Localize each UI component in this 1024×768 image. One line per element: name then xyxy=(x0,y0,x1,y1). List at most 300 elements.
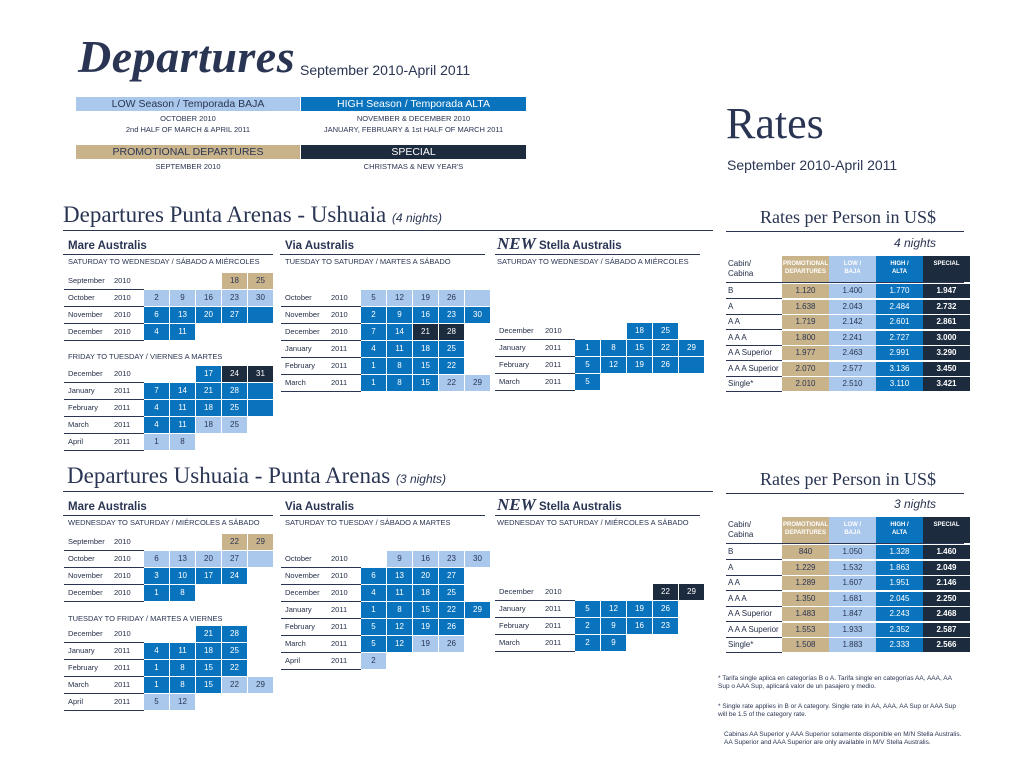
rates-value: 2.566 xyxy=(923,638,970,653)
section2-nights: (3 nights) xyxy=(395,472,446,486)
s2-stella-sub1: WEDNESDAY TO SATURDAY / MIÉRCOLES A SÁBADO xyxy=(497,518,689,527)
departure-day: 19 xyxy=(627,601,652,617)
rates-col-promo: PROMOTIONAL DEPARTURES xyxy=(782,256,829,282)
departure-day: 3 xyxy=(144,568,169,584)
calendar-year: 2010 xyxy=(545,584,575,601)
departure-day: 1 xyxy=(144,677,169,693)
departure-day xyxy=(248,585,273,601)
calendar-row xyxy=(495,618,705,635)
rates-value: 2.352 xyxy=(876,623,923,638)
rates-cabin: A xyxy=(726,561,782,576)
rates-value: 1.770 xyxy=(876,284,923,299)
departure-day: 15 xyxy=(196,660,221,676)
departure-day: 21 xyxy=(413,324,438,340)
calendar-year: 2010 xyxy=(114,307,144,324)
departure-day xyxy=(439,653,464,669)
departure-day xyxy=(248,324,273,340)
rates-value: 2.043 xyxy=(829,300,876,315)
rates-value: 2.732 xyxy=(923,300,970,315)
departure-day: 23 xyxy=(222,290,247,306)
calendar-month: January xyxy=(495,340,545,357)
s1-stella-new: NEW xyxy=(497,234,536,253)
departure-day: 1 xyxy=(575,340,600,356)
departure-day: 26 xyxy=(653,601,678,617)
departure-day: 2 xyxy=(575,618,600,634)
departure-day xyxy=(627,584,652,600)
s2-stella-new: NEW xyxy=(497,495,536,514)
calendar-row xyxy=(495,601,705,618)
departure-day: 22 xyxy=(653,340,678,356)
calendar-month: March xyxy=(64,677,114,694)
rates-value: 2.070 xyxy=(782,362,829,377)
departure-day: 22 xyxy=(653,584,678,600)
rates-cabin: A A A Superior xyxy=(726,362,782,377)
rates-title: Rates xyxy=(726,99,824,148)
calendar-year: 2010 xyxy=(331,290,361,307)
departure-day: 1 xyxy=(144,660,169,676)
legend-low-line1: OCTOBER 2010 xyxy=(160,114,216,123)
calendar-month: October xyxy=(281,551,331,568)
departure-day: 22 xyxy=(439,358,464,374)
rates-row xyxy=(726,545,970,560)
calendar-year: 2011 xyxy=(114,400,144,417)
rates-value: 2.468 xyxy=(923,607,970,622)
s2-stella-name xyxy=(497,495,622,515)
rates-value: 2.010 xyxy=(782,377,829,392)
departure-day: 26 xyxy=(439,619,464,635)
rates-value: 1.460 xyxy=(923,545,970,560)
rates-value: 3.450 xyxy=(923,362,970,377)
departure-day: 22 xyxy=(222,677,247,693)
rates-cabin: A A Superior xyxy=(726,346,782,361)
departure-day: 8 xyxy=(170,585,195,601)
calendar-row xyxy=(64,660,274,677)
departure-day: 4 xyxy=(361,585,386,601)
departure-day xyxy=(679,635,704,651)
calendar-row xyxy=(495,374,705,391)
departure-day: 12 xyxy=(387,619,412,635)
departure-day xyxy=(196,434,221,450)
calendar-year: 2011 xyxy=(114,417,144,434)
rates-value: 1.508 xyxy=(782,638,829,653)
calendar-row xyxy=(495,323,705,340)
rates-value: 2.250 xyxy=(923,592,970,607)
calendar-year: 2011 xyxy=(114,643,144,660)
departure-day: 19 xyxy=(413,636,438,652)
departure-day: 20 xyxy=(196,551,221,567)
calendar-row xyxy=(495,635,705,652)
departure-day: 1 xyxy=(361,602,386,618)
calendar-month: January xyxy=(495,601,545,618)
calendar-month: March xyxy=(281,375,331,392)
legend-promo-line1: SEPTEMBER 2010 xyxy=(155,162,221,171)
rates-value: 1.483 xyxy=(782,607,829,622)
rates-value: 1.681 xyxy=(829,592,876,607)
departure-day xyxy=(196,534,221,550)
calendar-row xyxy=(64,307,274,324)
departure-day: 11 xyxy=(170,400,195,416)
rates-value: 3.290 xyxy=(923,346,970,361)
departure-day: 13 xyxy=(170,307,195,323)
departure-day: 16 xyxy=(413,551,438,567)
departure-day: 19 xyxy=(627,357,652,373)
rates-value: 1.050 xyxy=(829,545,876,560)
departure-day: 29 xyxy=(248,534,273,550)
departure-day: 22 xyxy=(439,375,464,391)
rates-col-low: LOW / BAJA xyxy=(829,517,876,543)
rates-value: 2.049 xyxy=(923,561,970,576)
departure-day: 5 xyxy=(144,694,169,710)
calendar-month: February xyxy=(495,618,545,635)
departure-day xyxy=(653,635,678,651)
departure-day: 4 xyxy=(144,400,169,416)
departure-day xyxy=(361,551,386,567)
calendar-row xyxy=(64,400,274,417)
departure-day: 5 xyxy=(361,636,386,652)
page-title: Departures xyxy=(78,31,296,82)
departure-day: 18 xyxy=(413,585,438,601)
rates-value: 840 xyxy=(782,545,829,560)
rates-value: 1.328 xyxy=(876,545,923,560)
departure-day: 8 xyxy=(170,677,195,693)
calendar-month: December xyxy=(64,585,114,602)
departure-day: 1 xyxy=(361,358,386,374)
departure-day: 25 xyxy=(222,400,247,416)
rates-value: 1.289 xyxy=(782,576,829,591)
calendar-year: 2010 xyxy=(114,568,144,585)
section1-rule xyxy=(63,230,713,231)
calendar-year: 2011 xyxy=(331,358,361,375)
calendar-month: November xyxy=(281,307,331,324)
departure-day: 2 xyxy=(361,307,386,323)
departure-day: 25 xyxy=(439,341,464,357)
legend-low-season: LOW Season / Temporada BAJA xyxy=(76,97,300,111)
rates-cabin: Single* xyxy=(726,377,782,392)
departure-day: 7 xyxy=(144,383,169,399)
s2-mare-rule xyxy=(63,515,273,516)
departure-day xyxy=(601,584,626,600)
departure-day: 29 xyxy=(679,584,704,600)
calendar-month: September xyxy=(64,534,114,551)
rates-col-special: SPECIAL xyxy=(923,517,970,543)
rates-value: 1.532 xyxy=(829,561,876,576)
rates-value: 3.136 xyxy=(876,362,923,377)
departure-day: 12 xyxy=(170,694,195,710)
s2-mare-name: Mare Australis xyxy=(68,501,147,513)
calendar-year: 2011 xyxy=(114,694,144,711)
rates-value: 2.241 xyxy=(829,331,876,346)
departure-day xyxy=(465,619,490,635)
rates-value: 2.142 xyxy=(829,315,876,330)
departure-day: 29 xyxy=(465,375,490,391)
rates4-rule xyxy=(726,231,964,232)
rates-value: 1.638 xyxy=(782,300,829,315)
departure-day xyxy=(465,653,490,669)
departure-day xyxy=(575,584,600,600)
legend-special-line1: CHRISTMAS & NEW YEAR'S xyxy=(363,162,464,171)
rates-row xyxy=(726,284,970,299)
calendar-month: October xyxy=(64,290,114,307)
departure-day: 8 xyxy=(387,375,412,391)
rates-value: 3.000 xyxy=(923,331,970,346)
departure-day xyxy=(248,417,273,433)
calendar-month: March xyxy=(495,635,545,652)
departure-day xyxy=(465,341,490,357)
departure-day xyxy=(144,534,169,550)
rates-header-rule xyxy=(726,543,964,544)
departure-day xyxy=(144,273,169,289)
departure-day xyxy=(679,374,704,390)
calendar-row xyxy=(495,584,705,601)
departure-day: 6 xyxy=(144,551,169,567)
rates-value: 1.800 xyxy=(782,331,829,346)
calendar-year: 2011 xyxy=(331,341,361,358)
calendar-row xyxy=(281,551,491,568)
calendar-year: 2011 xyxy=(545,635,575,652)
rates-cabin: A A xyxy=(726,576,782,591)
s1-mare-sub1: SATURDAY TO WEDNESDAY / SÁBADO A MIÉRCOLES xyxy=(68,257,260,266)
departure-day: 20 xyxy=(413,568,438,584)
rates-row xyxy=(726,300,970,315)
calendar-month: January xyxy=(64,383,114,400)
calendar-month: January xyxy=(281,602,331,619)
departure-day xyxy=(653,374,678,390)
departure-day: 4 xyxy=(144,324,169,340)
calendar-row xyxy=(64,585,274,602)
departure-day: 30 xyxy=(248,290,273,306)
calendar-year: 2010 xyxy=(114,366,144,383)
rates-row xyxy=(726,346,970,361)
rates-header-rule xyxy=(726,282,964,283)
departure-day: 6 xyxy=(361,568,386,584)
calendar-year: 2010 xyxy=(114,551,144,568)
s1-mare-rule xyxy=(63,254,273,255)
calendar-row xyxy=(64,434,274,451)
calendar-month: January xyxy=(281,341,331,358)
departure-day: 16 xyxy=(627,618,652,634)
calendar-row xyxy=(64,551,274,568)
rates-value: 2.991 xyxy=(876,346,923,361)
calendar-month: October xyxy=(64,551,114,568)
calendar-year: 2011 xyxy=(331,653,361,670)
calendar-month: February xyxy=(281,358,331,375)
calendar-row xyxy=(64,417,274,434)
calendar-year: 2011 xyxy=(331,619,361,636)
calendar-month: February xyxy=(64,660,114,677)
calendar-year: 2010 xyxy=(331,324,361,341)
section1-title-text: Departures Punta Arenas - Ushuaia xyxy=(63,202,387,227)
calendar-month: December xyxy=(64,366,114,383)
rates-value: 2.861 xyxy=(923,315,970,330)
rates-col-low: LOW / BAJA xyxy=(829,256,876,282)
calendar-row xyxy=(281,358,491,375)
departure-day xyxy=(248,568,273,584)
departure-day: 22 xyxy=(439,602,464,618)
departure-day xyxy=(196,324,221,340)
departure-day: 18 xyxy=(627,323,652,339)
calendar-year: 2010 xyxy=(331,307,361,324)
departure-day: 6 xyxy=(144,307,169,323)
departure-day: 22 xyxy=(222,534,247,550)
departure-day xyxy=(248,307,273,323)
departure-day: 27 xyxy=(222,551,247,567)
note-single-es: * Tarifa single aplica en categorías B o A. Tarifa single en categorías AA, AAA, AA Sup o AAA Sup, aplicará valor de un pasajero y medio. xyxy=(718,675,952,690)
departure-day: 10 xyxy=(170,568,195,584)
rates-row xyxy=(726,592,970,607)
legend-promotional: PROMOTIONAL DEPARTURES xyxy=(76,145,300,159)
departure-day xyxy=(248,383,273,399)
rates-value: 1.120 xyxy=(782,284,829,299)
calendar-year: 2011 xyxy=(545,618,575,635)
rates-value: 1.883 xyxy=(829,638,876,653)
departure-day: 27 xyxy=(439,568,464,584)
departure-day: 5 xyxy=(575,601,600,617)
calendar-year: 2011 xyxy=(545,601,575,618)
calendar-row xyxy=(64,366,274,383)
departure-day: 7 xyxy=(361,324,386,340)
rates-col-cabin: Cabin/ Cabina xyxy=(728,259,754,278)
departure-day: 4 xyxy=(144,417,169,433)
rates-value: 2.587 xyxy=(923,623,970,638)
calendar-row xyxy=(281,324,491,341)
calendar-year: 2010 xyxy=(114,290,144,307)
rates-value: 1.229 xyxy=(782,561,829,576)
calendar-row xyxy=(64,383,274,400)
rates4-heading: Rates per Person in US$ xyxy=(760,207,936,227)
calendar-year: 2011 xyxy=(114,660,144,677)
rates-value: 1.350 xyxy=(782,592,829,607)
departure-day: 15 xyxy=(627,340,652,356)
rates-col-high: HIGH / ALTA xyxy=(876,517,923,543)
s1-mare-name: Mare Australis xyxy=(68,240,147,252)
rates-value: 2.463 xyxy=(829,346,876,361)
rates-value: 2.146 xyxy=(923,576,970,591)
rates-value: 1.977 xyxy=(782,346,829,361)
calendar-row xyxy=(281,568,491,585)
departure-day xyxy=(413,653,438,669)
calendar-year: 2011 xyxy=(331,636,361,653)
departure-day xyxy=(679,601,704,617)
rates-cabin: B xyxy=(726,284,782,299)
departure-day: 29 xyxy=(679,340,704,356)
departure-day: 26 xyxy=(653,357,678,373)
departure-day: 1 xyxy=(361,375,386,391)
s1-via-name: Via Australis xyxy=(285,240,355,252)
departure-day: 30 xyxy=(465,307,490,323)
departure-day: 23 xyxy=(439,307,464,323)
calendar-year: 2011 xyxy=(545,357,575,374)
rates-row xyxy=(726,561,970,576)
calendar-month: October xyxy=(281,290,331,307)
note-single-en: * Single rate applies in B or A category. Single rate in AA, AAA, AA Sup or AAA Sup will be 1.5 of the category rate. xyxy=(718,703,957,718)
departure-day xyxy=(170,626,195,642)
calendar-month: January xyxy=(64,643,114,660)
departure-day: 18 xyxy=(196,417,221,433)
departure-day xyxy=(627,635,652,651)
rates-cabin: A A A Superior xyxy=(726,623,782,638)
rates-col-special: SPECIAL xyxy=(923,256,970,282)
departure-day xyxy=(170,534,195,550)
departure-day xyxy=(248,643,273,659)
departure-day: 12 xyxy=(387,290,412,306)
legend-low-line2: 2nd HALF OF MARCH & APRIL 2011 xyxy=(125,125,251,134)
calendar-row xyxy=(281,602,491,619)
calendar-month: April xyxy=(281,653,331,670)
rates4-nights: 4 nights xyxy=(894,236,937,250)
note-superior: Cabinas AA Superior y AAA Superior solamente disponible en M/N Stella Australis. AA Superior and AAA Superior are only available in M/V Stella Australis. xyxy=(724,731,962,746)
departure-day: 8 xyxy=(387,358,412,374)
departure-day: 8 xyxy=(170,660,195,676)
section2-title-text: Departures Ushuaia - Punta Arenas xyxy=(67,463,391,488)
departure-day: 29 xyxy=(248,677,273,693)
calendar-month: December xyxy=(64,626,114,643)
departure-day: 11 xyxy=(170,324,195,340)
rates-value: 1.607 xyxy=(829,576,876,591)
rates-row xyxy=(726,638,970,653)
legend-high-line2: JANUARY, FEBRUARY & 1st HALF OF MARCH 2011 xyxy=(323,125,504,134)
s2-mare-sub2: TUESDAY TO FRIDAY / MARTES A VIERNES xyxy=(68,614,223,623)
rates-row xyxy=(726,377,970,392)
departure-day: 1 xyxy=(144,585,169,601)
departure-day: 18 xyxy=(413,341,438,357)
rates-row xyxy=(726,576,970,591)
departure-day: 11 xyxy=(170,417,195,433)
calendar-year: 2010 xyxy=(331,585,361,602)
section1-nights: (4 nights) xyxy=(391,211,442,225)
departure-day: 8 xyxy=(170,434,195,450)
departure-day: 25 xyxy=(222,417,247,433)
departure-day: 15 xyxy=(413,358,438,374)
rates-header-row xyxy=(726,256,970,282)
departure-day: 18 xyxy=(196,643,221,659)
section2-title xyxy=(67,463,446,489)
section2-rule xyxy=(63,491,713,492)
calendar-year: 2010 xyxy=(114,273,144,290)
departure-day: 12 xyxy=(387,636,412,652)
calendar-month: December xyxy=(495,584,545,601)
departure-day xyxy=(248,400,273,416)
s2-via-sub1: SATURDAY TO TUESDAY / SÁBADO A MARTES xyxy=(285,518,451,527)
calendar-month: December xyxy=(281,585,331,602)
calendar-year: 2010 xyxy=(114,626,144,643)
rates-cabin: A xyxy=(726,300,782,315)
departure-day xyxy=(465,585,490,601)
rates-value: 1.719 xyxy=(782,315,829,330)
departure-day xyxy=(465,324,490,340)
s2-mare-sub1: WEDNESDAY TO SATURDAY / MIÉRCOLES A SÁBADO xyxy=(68,518,260,527)
departure-day: 28 xyxy=(222,626,247,642)
departure-day xyxy=(248,434,273,450)
calendar-month: February xyxy=(64,400,114,417)
s2-stella-name-text: Stella Australis xyxy=(538,501,622,513)
departure-day: 26 xyxy=(439,636,464,652)
s1-stella-name xyxy=(497,234,622,254)
departure-day: 18 xyxy=(222,273,247,289)
departure-day: 5 xyxy=(575,357,600,373)
calendar-month: March xyxy=(495,374,545,391)
departure-day: 24 xyxy=(222,366,247,382)
departure-day: 9 xyxy=(170,290,195,306)
calendar-year: 2010 xyxy=(331,551,361,568)
legend-high-line1: NOVEMBER & DECEMBER 2010 xyxy=(356,114,471,123)
departure-day xyxy=(575,323,600,339)
calendar-month: December xyxy=(495,323,545,340)
rates-subtitle: September 2010-April 2011 xyxy=(727,157,898,173)
departure-day: 21 xyxy=(196,626,221,642)
departure-day: 4 xyxy=(144,643,169,659)
departure-day: 17 xyxy=(196,366,221,382)
calendar-month: September xyxy=(64,273,114,290)
